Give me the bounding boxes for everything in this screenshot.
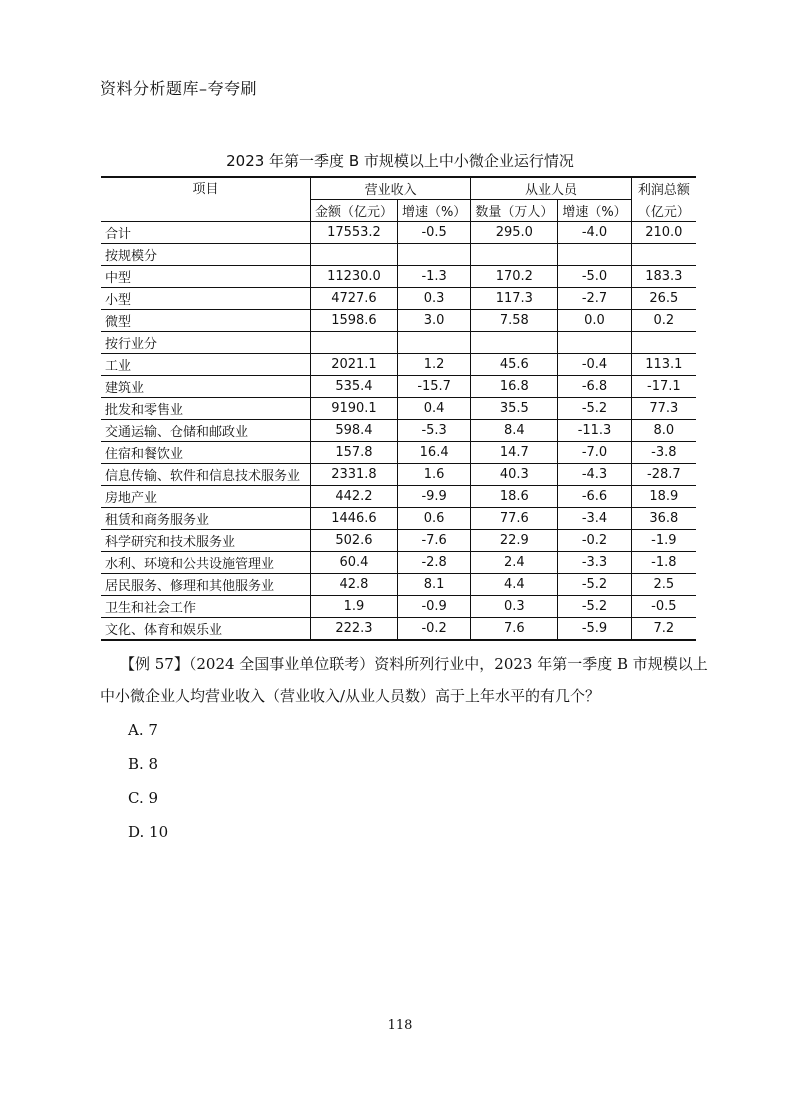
employee-count-cell: 8.4 — [471, 420, 558, 442]
industry-row — [101, 398, 696, 420]
industry-row — [101, 574, 696, 596]
revenue-amount-cell: 60.4 — [310, 552, 397, 574]
employee-count-cell: 77.6 — [471, 508, 558, 530]
employee-growth-cell: -0.4 — [558, 354, 631, 376]
employee-growth-cell: -5.2 — [558, 574, 631, 596]
industry-row — [101, 618, 696, 641]
profit-cell: -1.9 — [631, 530, 696, 552]
employee-count-cell: 0.3 — [471, 596, 558, 618]
employee-growth-cell: -11.3 — [558, 420, 631, 442]
profit-cell: 210.0 — [631, 222, 696, 244]
header-profit-unit: （亿元） — [631, 200, 696, 222]
profit-cell: 8.0 — [631, 420, 696, 442]
employee-growth-cell: -5.2 — [558, 398, 631, 420]
row-name: 水利、环境和公共设施管理业 — [101, 552, 310, 574]
industry-row — [101, 486, 696, 508]
industry-row — [101, 376, 696, 398]
employee-growth-cell: -5.9 — [558, 618, 631, 641]
header-revenue-growth: 增速（%） — [397, 200, 470, 222]
section-row-industry — [101, 332, 696, 354]
employee-growth-cell: -2.7 — [558, 288, 631, 310]
employee-count-cell: 7.58 — [471, 310, 558, 332]
row-name: 文化、体育和娱乐业 — [101, 618, 310, 641]
profit-cell: 7.2 — [631, 618, 696, 641]
revenue-amount-cell: 442.2 — [310, 486, 397, 508]
section-row-scale — [101, 244, 696, 266]
revenue-growth-cell: 0.6 — [397, 508, 470, 530]
employee-count-cell: 117.3 — [471, 288, 558, 310]
revenue-amount-cell: 17553.2 — [310, 222, 397, 244]
option-b[interactable]: B. 8 — [128, 755, 159, 773]
revenue-amount-cell: 4727.6 — [310, 288, 397, 310]
profit-cell: 113.1 — [631, 354, 696, 376]
profit-cell: 183.3 — [631, 266, 696, 288]
employee-growth-cell: -6.6 — [558, 486, 631, 508]
row-name: 工业 — [101, 354, 310, 376]
row-name: 微型 — [101, 310, 310, 332]
header-revenue-amount: 金额（亿元） — [310, 200, 397, 222]
revenue-growth-cell: 1.2 — [397, 354, 470, 376]
row-name: 住宿和餐饮业 — [101, 442, 310, 464]
employee-growth-cell: -4.3 — [558, 464, 631, 486]
header-profit: 利润总额 — [631, 177, 696, 200]
revenue-growth-cell: -7.6 — [397, 530, 470, 552]
row-name: 信息传输、软件和信息技术服务业 — [101, 464, 310, 486]
row-name: 小型 — [101, 288, 310, 310]
employee-growth-cell: -7.0 — [558, 442, 631, 464]
revenue-amount-cell: 502.6 — [310, 530, 397, 552]
employee-count-cell: 170.2 — [471, 266, 558, 288]
row-name: 中型 — [101, 266, 310, 288]
revenue-growth-cell: 16.4 — [397, 442, 470, 464]
employee-count-cell: 4.4 — [471, 574, 558, 596]
employee-growth-cell: -5.2 — [558, 596, 631, 618]
revenue-amount-cell: 1598.6 — [310, 310, 397, 332]
row-name: 批发和零售业 — [101, 398, 310, 420]
section-label: 按规模分 — [101, 244, 310, 266]
row-name: 租赁和商务服务业 — [101, 508, 310, 530]
revenue-amount-cell: 1.9 — [310, 596, 397, 618]
profit-cell: -1.8 — [631, 552, 696, 574]
industry-row — [101, 530, 696, 552]
page-header: 资料分析题库–夸夸刷 — [100, 79, 258, 98]
employee-count-cell: 45.6 — [471, 354, 558, 376]
revenue-amount-cell: 9190.1 — [310, 398, 397, 420]
employee-count-cell: 2.4 — [471, 552, 558, 574]
header-employees: 从业人员 — [471, 177, 631, 200]
row-name: 房地产业 — [101, 486, 310, 508]
revenue-amount-cell: 1446.6 — [310, 508, 397, 530]
profit-cell: 2.5 — [631, 574, 696, 596]
revenue-amount-cell: 2331.8 — [310, 464, 397, 486]
header-revenue: 营业收入 — [310, 177, 470, 200]
row-name: 建筑业 — [101, 376, 310, 398]
profit-cell: -17.1 — [631, 376, 696, 398]
industry-row — [101, 596, 696, 618]
employee-count-cell: 40.3 — [471, 464, 558, 486]
employee-count-cell: 16.8 — [471, 376, 558, 398]
scale-row — [101, 266, 696, 288]
revenue-growth-cell: -0.2 — [397, 618, 470, 641]
revenue-amount-cell: 535.4 — [310, 376, 397, 398]
industry-row — [101, 552, 696, 574]
profit-cell: -0.5 — [631, 596, 696, 618]
revenue-amount-cell: 222.3 — [310, 618, 397, 641]
revenue-growth-cell: 8.1 — [397, 574, 470, 596]
header-row-1 — [101, 177, 696, 200]
employee-growth-cell: -5.0 — [558, 266, 631, 288]
page-number: 118 — [387, 1018, 413, 1033]
employee-growth-cell: -6.8 — [558, 376, 631, 398]
profit-cell: 26.5 — [631, 288, 696, 310]
revenue-amount-cell: 2021.1 — [310, 354, 397, 376]
employee-growth-cell: -3.4 — [558, 508, 631, 530]
revenue-growth-cell: -5.3 — [397, 420, 470, 442]
industry-row — [101, 442, 696, 464]
profit-cell: -28.7 — [631, 464, 696, 486]
option-d[interactable]: D. 10 — [128, 823, 169, 841]
header-employee-count: 数量（万人） — [471, 200, 558, 222]
section-label: 按行业分 — [101, 332, 310, 354]
revenue-growth-cell: -9.9 — [397, 486, 470, 508]
header-item: 项目 — [192, 182, 219, 197]
profit-cell: 77.3 — [631, 398, 696, 420]
revenue-growth-cell: 1.6 — [397, 464, 470, 486]
option-a[interactable]: A. 7 — [128, 721, 158, 739]
revenue-amount-cell: 157.8 — [310, 442, 397, 464]
revenue-growth-cell: -0.9 — [397, 596, 470, 618]
revenue-growth-cell: -0.5 — [397, 222, 470, 244]
table-title: 2023 年第一季度 B 市规模以上中小微企业运行情况 — [226, 152, 574, 170]
revenue-amount-cell: 42.8 — [310, 574, 397, 596]
revenue-amount-cell: 11230.0 — [310, 266, 397, 288]
data-table — [101, 176, 696, 641]
header-employee-growth: 增速（%） — [558, 200, 631, 222]
employee-count-cell: 35.5 — [471, 398, 558, 420]
employee-growth-cell: -3.3 — [558, 552, 631, 574]
employee-count-cell: 18.6 — [471, 486, 558, 508]
industry-row — [101, 354, 696, 376]
total-row — [101, 222, 696, 244]
row-name: 居民服务、修理和其他服务业 — [101, 574, 310, 596]
revenue-growth-cell: -1.3 — [397, 266, 470, 288]
revenue-growth-cell: 0.3 — [397, 288, 470, 310]
industry-row — [101, 464, 696, 486]
employee-count-cell: 7.6 — [471, 618, 558, 641]
profit-cell: 18.9 — [631, 486, 696, 508]
row-name: 合计 — [101, 222, 310, 244]
employee-count-cell: 22.9 — [471, 530, 558, 552]
revenue-growth-cell: -2.8 — [397, 552, 470, 574]
revenue-growth-cell: 0.4 — [397, 398, 470, 420]
row-name: 科学研究和技术服务业 — [101, 530, 310, 552]
option-c[interactable]: C. 9 — [128, 789, 159, 807]
employee-growth-cell: 0.0 — [558, 310, 631, 332]
employee-growth-cell: -0.2 — [558, 530, 631, 552]
revenue-growth-cell: -15.7 — [397, 376, 470, 398]
answer-options — [128, 713, 168, 849]
profit-cell: -3.8 — [631, 442, 696, 464]
scale-row — [101, 288, 696, 310]
row-name: 交通运输、仓储和邮政业 — [101, 420, 310, 442]
industry-row — [101, 508, 696, 530]
employee-count-cell: 14.7 — [471, 442, 558, 464]
row-name: 卫生和社会工作 — [101, 596, 310, 618]
table-body — [101, 222, 696, 641]
profit-cell: 36.8 — [631, 508, 696, 530]
question-text: 【例 57】（2024 全国事业单位联考）资料所列行业中，2023 年第一季度 B 市规模以上中小微企业人均营业收入（营业收入/从业人员数）高于上年水平的有几个？ — [100, 655, 708, 705]
revenue-growth-cell: 3.0 — [397, 310, 470, 332]
industry-row — [101, 420, 696, 442]
revenue-amount-cell: 598.4 — [310, 420, 397, 442]
employee-growth-cell: -4.0 — [558, 222, 631, 244]
employee-count-cell: 295.0 — [471, 222, 558, 244]
profit-cell: 0.2 — [631, 310, 696, 332]
scale-row — [101, 310, 696, 332]
